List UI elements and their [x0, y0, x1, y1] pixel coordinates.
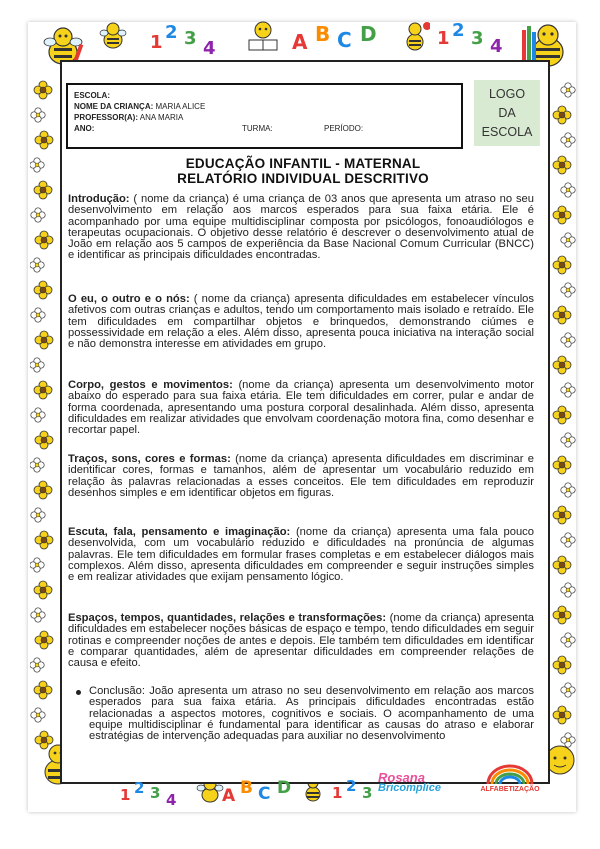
brand-logo-text: Bricomplice — [378, 782, 441, 794]
section-heading: Introdução: — [68, 193, 130, 205]
rainbow-icon — [484, 764, 536, 784]
section-text: (nome da criança) apresenta uma fala pouco desenvolvida, com um vocabulário reduzido e dificuldades na pronúncia de algumas palavras. Ele tem dificuldades em formular frases completas e em estabelecer diálogos mais complexos. Além disso, apresenta dificuldades em compreender e seguir instruções simples e em realizar atividades que exijam pensamento lógico. — [68, 526, 534, 584]
decor-letter: A — [222, 786, 236, 806]
decor-letter: C — [258, 784, 271, 804]
brand-logo-rosana — [378, 770, 441, 794]
decor-letter: D — [277, 778, 292, 798]
section-heading: Escuta, fala, pensamento e imaginação: — [68, 526, 291, 538]
section-conclusao — [89, 686, 534, 742]
section-tracos-sons — [68, 454, 534, 499]
section-espacos-tempos — [68, 613, 534, 669]
student-info-box — [66, 83, 463, 149]
bullet-icon — [76, 690, 81, 695]
turma-label: TURMA: — [242, 124, 273, 133]
decor-number: 4 — [490, 36, 503, 57]
decor-number: 3 — [471, 28, 484, 49]
decor-letter: C — [337, 28, 352, 52]
decor-number: 2 — [346, 777, 357, 795]
section-heading: Traços, sons, cores e formas: — [68, 453, 231, 465]
section-heading: Espaços, tempos, quantidades, relações e transformações: — [68, 612, 387, 624]
decor-number: 4 — [203, 38, 216, 59]
section-heading: Corpo, gestos e movimentos: — [68, 379, 233, 391]
section-text: (nome da criança) apresenta dificuldades em estabelecer noções básicas de espaço e tempo, tendo dificuldades em seguir rotinas e compreender noções de antes e depois. Ele também tem dificuldades em identificar e comparar quantidades, além de apresentar dificuldades em compreender relações de causa e efeito. — [68, 612, 534, 670]
decor-number: 2 — [134, 779, 145, 797]
ano-line: ANO: — [74, 124, 95, 133]
decor-number: 3 — [362, 784, 373, 802]
escola-line: ESCOLA: — [74, 91, 110, 100]
decor-letter: A — [292, 30, 308, 54]
bee-reading-icon — [243, 18, 283, 54]
decor-number: 1 — [332, 784, 343, 802]
section-text: ( nome da criança) é uma criança de 03 anos que apresenta um atraso no seu desenvolvimento em relação aos marcos esperados para sua faixa etária. Ele é acompanhado por uma equipe multidisciplinar composta por psicólogos, fonoaudiólogos e terapeutas ocupacionais. O objetivo desse relatório é descrever o desenvolvimento atual de João em relação aos 5 campos de experiência da Base Nacional Comum Curricular (BNCC) e identificar as principais dificuldades encontradas. — [68, 193, 534, 262]
section-eu-outro-nos — [68, 294, 534, 350]
professor-line: PROFESSOR(A): ANA MARIA — [74, 113, 184, 122]
decor-number: 3 — [184, 28, 197, 49]
decor-number: 2 — [165, 22, 178, 43]
doc-title-line2: RELATÓRIO INDIVIDUAL DESCRITIVO — [177, 171, 429, 186]
logo-text: ESCOLA — [481, 125, 533, 139]
decor-number: 2 — [452, 20, 465, 41]
right-flower-border — [550, 70, 576, 770]
section-text: (nome da criança) apresenta um desenvolvimento motor abaixo do esperado para sua faixa etária. Ele tem dificuldades em correr, pular e andar de forma coordenada, apresentando uma postura corporal desalinhada. Além disso, apresenta dificuldades em realizar atividades que envolvam coordenação motora fina, como desenhar e recortar papel. — [68, 379, 534, 437]
section-heading: O eu, o outro e o nós: — [68, 293, 190, 305]
decor-number: 1 — [120, 786, 131, 804]
crianca-line: NOME DA CRIANÇA: MARIA ALICE — [74, 102, 206, 111]
decor-letter: D — [360, 22, 377, 46]
decor-number: 3 — [150, 784, 161, 802]
section-heading: Conclusão: — [89, 685, 145, 697]
section-text: ( nome da criança) apresenta dificuldades em estabelecer vínculos afetivos com outras crianças e adultos, tendo um comportamento mais isolado e retraído. Ele tem dificuldades em compartilhar objetos e brinquedos, demonstrando ciúmes e possessividade em relação a eles. Além disso, apresenta pouca iniciativa na interação social e não demonstra interesse em atividades em grupo. — [68, 293, 534, 351]
decor-number: 4 — [166, 791, 177, 809]
left-flower-border — [30, 70, 56, 770]
brand-logo-text: Rosana — [378, 770, 425, 785]
brand-logo-alfabetizacao: ALFABETIZAÇÃO — [480, 786, 540, 793]
section-introducao — [68, 194, 534, 262]
section-corpo-gestos — [68, 380, 534, 436]
section-text: (nome da criança) apresenta dificuldades em discriminar e identificar cores, formas e tamanhos, além de apresentar um vocabulário reduzido em relação às palavras relacionadas a esses conceitos. Ele tem dificuldades em reproduzir desenhos simples e em identificar objetos em figuras. — [68, 453, 535, 499]
decor-number: 1 — [150, 32, 163, 53]
periodo-label: PERÍODO: — [324, 124, 364, 133]
section-text: João apresenta um atraso no seu desenvolvimento em relação aos marcos esperados para sua faixa etária. As principais dificuldades encontradas estão relacionadas a aspectos motores, cognitivos e sociais. O acompanhamento de uma equipe multidisciplinar é fundamental para identificar as causas do atraso e elaborar estratégias de intervenção adequadas para auxiliar no desenvolvimento — [89, 685, 534, 743]
decor-letter: B — [315, 22, 331, 46]
decor-number: 1 — [437, 28, 450, 49]
doc-title-line1: EDUCAÇÃO INFANTIL - MATERNAL — [185, 156, 421, 171]
decor-letter: B — [240, 778, 253, 798]
logo-text: LOGO — [488, 87, 526, 101]
logo-text: DA — [498, 106, 516, 120]
bee-flower-icon — [400, 18, 430, 54]
bee-icon — [98, 20, 128, 52]
school-logo-placeholder — [474, 80, 540, 146]
section-escuta-fala — [68, 527, 534, 583]
